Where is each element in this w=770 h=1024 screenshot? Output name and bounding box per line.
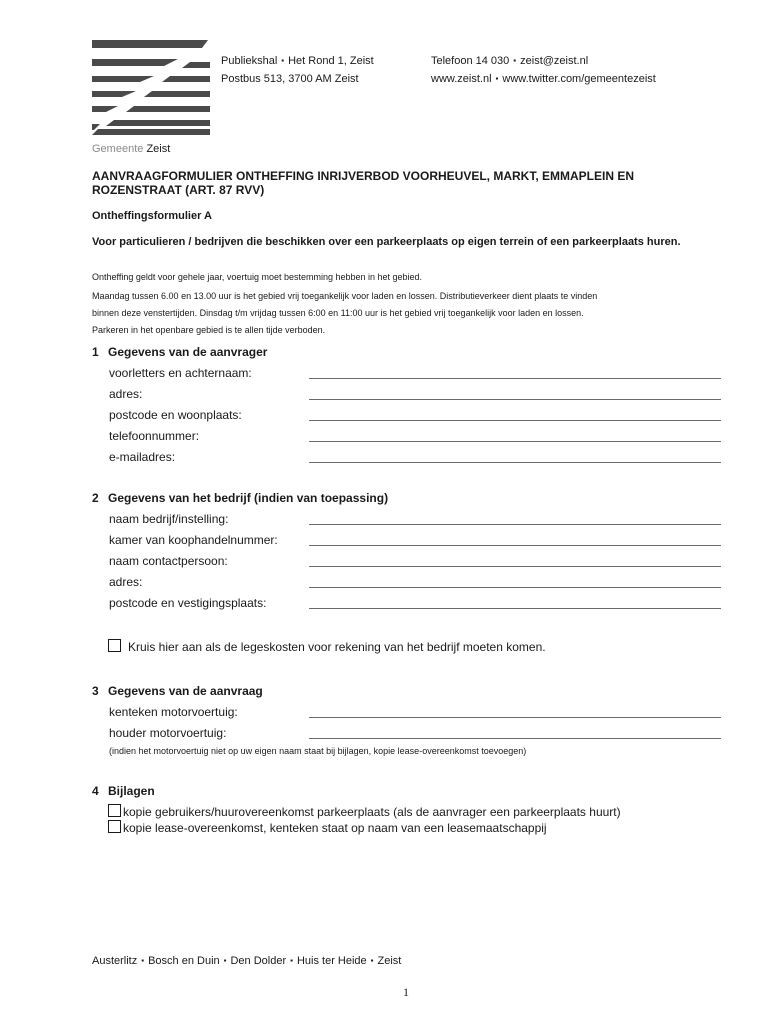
form-intro: Voor particulieren / bedrijven die beschikken over een parkeerplaats op eigen terrein of een parkeerplaats huren. — [92, 236, 681, 248]
address-postbus: Postbus 513, 3700 AM Zeist — [221, 73, 359, 85]
logo-text — [92, 143, 170, 155]
separator: ▪ — [513, 56, 517, 65]
section-3-title — [92, 684, 263, 698]
field-label-phone: telefoonnummer: — [109, 429, 200, 443]
zeist-logo — [92, 40, 210, 136]
section-number: 4 — [92, 784, 99, 798]
address-street: Het Rond 1, Zeist — [288, 55, 374, 67]
field-label-address: adres: — [109, 387, 143, 401]
field-line-company-address[interactable] — [309, 587, 721, 588]
field-line-postcode[interactable] — [309, 420, 721, 421]
separator: ▪ — [370, 956, 374, 965]
note-line: binnen deze venstertijden. Dinsdag t/m vrijdag tussen 6:00 en 11:00 uur is het gebied vrij toegankelijk voor laden en lossen. — [92, 308, 584, 318]
field-label-houder: houder motorvoertuig: — [109, 726, 227, 740]
field-line-company[interactable] — [309, 524, 721, 525]
bijlage-huur-checkbox[interactable] — [108, 804, 121, 817]
field-line-houder[interactable] — [309, 738, 721, 739]
email-link[interactable]: zeist@zeist.nl — [520, 55, 589, 67]
field-label-email: e-mailadres: — [109, 450, 176, 464]
field-line-kenteken[interactable] — [309, 717, 721, 718]
legeskosten-label: Kruis hier aan als de legeskosten voor rekening van het bedrijf moeten komen. — [128, 640, 546, 654]
note-line: Maandag tussen 6.00 en 13.00 uur is het gebied vrij toegankelijk voor laden en lossen. Distributieverkeer dient plaats te vinden — [92, 291, 598, 301]
separator: ▪ — [281, 56, 285, 65]
municipality-name: Zeist — [146, 143, 171, 155]
field-line-phone[interactable] — [309, 441, 721, 442]
form-title: AANVRAAGFORMULIER ONTHEFFING INRIJVERBOD VOORHEUVEL, MARKT, EMMAPLEIN EN ROZENSTRAAT (ART. 87 RVV) — [92, 169, 635, 197]
section-3-note: (indien het motorvoertuig niet op uw eigen naam staat bij bijlagen, kopie lease-overeenkomst toevoegen) — [109, 746, 527, 756]
address-block — [221, 52, 374, 88]
legeskosten-checkbox[interactable] — [108, 639, 121, 652]
field-line-kvk[interactable] — [309, 545, 721, 546]
field-label-company-address: adres: — [109, 575, 143, 589]
field-line-email[interactable] — [309, 462, 721, 463]
section-number: 2 — [92, 491, 99, 505]
footer-place: Austerlitz — [92, 955, 138, 967]
section-label: Bijlagen — [108, 784, 155, 798]
field-label-contact: naam contactpersoon: — [109, 554, 228, 568]
municipality-prefix: Gemeente — [92, 143, 144, 155]
footer-places — [92, 955, 401, 967]
bijlage-lease-checkbox[interactable] — [108, 820, 121, 833]
footer-place: Huis ter Heide — [296, 955, 367, 967]
address-hall: Publiekshal — [221, 55, 278, 67]
bijlage-lease-label: kopie lease-overeenkomst, kenteken staat op naam van een leasemaatschappij — [123, 821, 547, 835]
footer-place: Den Dolder — [230, 955, 287, 967]
field-label-postcode: postcode en woonplaats: — [109, 408, 242, 422]
field-label-company-postcode: postcode en vestigingsplaats: — [109, 596, 267, 610]
note-line: Parkeren in het openbare gebied is te allen tijde verboden. — [92, 325, 326, 335]
footer-place: Bosch en Duin — [148, 955, 220, 967]
field-line-address[interactable] — [309, 399, 721, 400]
field-label-name: voorletters en achternaam: — [109, 366, 252, 380]
contact-block — [431, 52, 656, 88]
section-number: 3 — [92, 684, 99, 698]
field-label-kvk: kamer van koophandelnummer: — [109, 533, 278, 547]
field-label-company: naam bedrijf/instelling: — [109, 512, 229, 526]
field-label-kenteken: kenteken motorvoertuig: — [109, 705, 238, 719]
section-4-title — [92, 784, 155, 798]
section-label: Gegevens van de aanvraag — [108, 684, 263, 698]
field-line-contact[interactable] — [309, 566, 721, 567]
field-line-name[interactable] — [309, 378, 721, 379]
form-subtitle: Ontheffingsformulier A — [92, 210, 212, 222]
page-number: 1 — [403, 985, 409, 999]
phone: Telefoon 14 030 — [431, 55, 510, 67]
field-line-company-postcode[interactable] — [309, 608, 721, 609]
section-1-title — [92, 345, 267, 359]
separator: ▪ — [290, 956, 293, 965]
separator: ▪ — [495, 74, 499, 83]
bijlage-huur-label: kopie gebruikers/huurovereenkomst parkeerplaats (als de aanvrager een parkeerplaats huurt) — [123, 805, 621, 819]
section-number: 1 — [92, 345, 99, 359]
section-label: Gegevens van het bedrijf (indien van toepassing) — [108, 491, 389, 505]
section-2-title — [92, 491, 388, 505]
section-label: Gegevens van de aanvrager — [108, 345, 268, 359]
note-line: Ontheffing geldt voor gehele jaar, voertuig moet bestemming hebben in het gebied. — [92, 272, 423, 282]
website-link[interactable]: www.zeist.nl — [431, 73, 492, 85]
separator: ▪ — [223, 956, 227, 965]
twitter-link[interactable]: www.twitter.com/gemeentezeist — [502, 73, 656, 85]
separator: ▪ — [141, 956, 145, 965]
footer-place: Zeist — [377, 955, 402, 967]
